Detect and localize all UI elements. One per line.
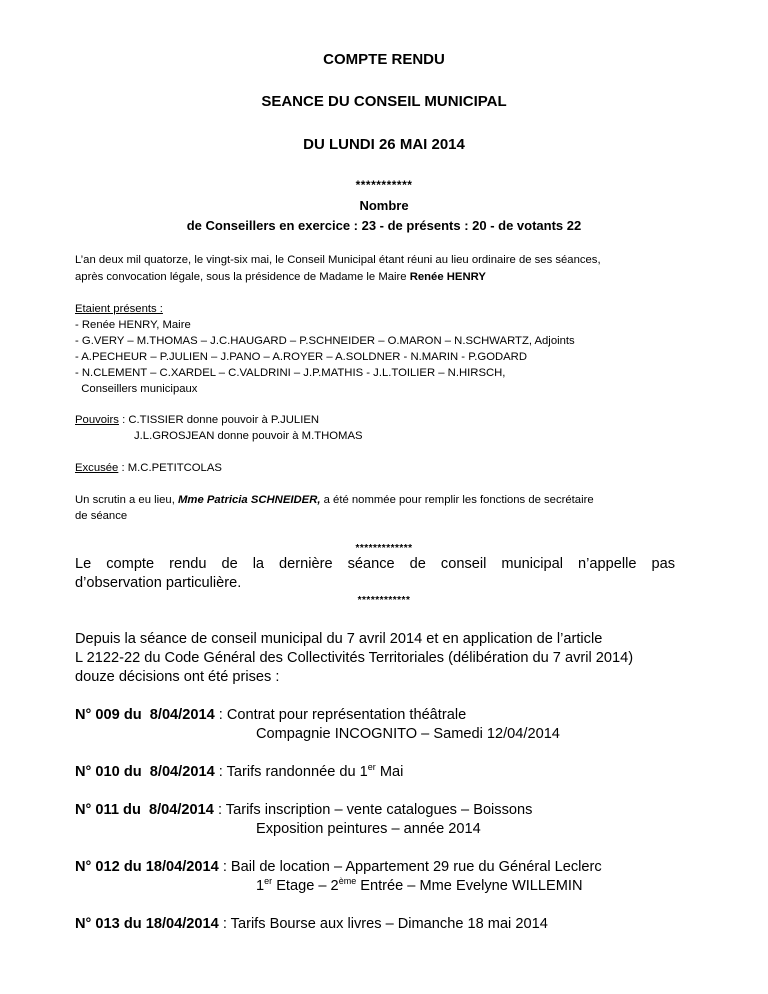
- depuis-line-3: douze décisions ont été prises :: [75, 669, 280, 685]
- depuis-line-2: L 2122-22 du Code Général des Collectivités Territoriales (délibération du 7 avril 2014): [75, 650, 634, 666]
- excusee-text: : M.C.PETITCOLAS: [118, 462, 222, 474]
- pouvoirs-label: Pouvoirs: [75, 414, 119, 426]
- depuis-line-1: Depuis la séance de conseil municipal du 7 avril 2014 et en application de l’article: [75, 631, 603, 647]
- decision-013: [75, 916, 548, 932]
- stars-separator: ***********: [355, 178, 413, 192]
- stars-separator: *************: [355, 543, 413, 554]
- presents-line: Conseillers municipaux: [75, 383, 198, 395]
- etage-sup: er: [264, 876, 273, 886]
- compte-rendu-line-1: Le compte rendu de la dernière séance de conseil municipal n’appelle pas: [75, 556, 675, 572]
- decision-text-after: Mai: [375, 764, 404, 780]
- decision-number: N° 013 du 18/04/2014: [75, 916, 219, 932]
- presents-line: - A.PECHEUR – P.JULIEN – J.PANO – A.ROYER – A.SOLDNER - N.MARIN - P.GODARD: [75, 351, 527, 363]
- secretaire-name: Mme Patricia SCHNEIDER,: [177, 494, 321, 506]
- etage-text: Etage – 2: [272, 878, 339, 894]
- scrutin-line-2: de séance: [75, 510, 128, 522]
- decision-number: N° 010 du 8/04/2014: [75, 764, 215, 780]
- etage-number: 1: [256, 878, 265, 894]
- presents-line: - N.CLEMENT – C.XARDEL – C.VALDRINI – J.P.MATHIS - J.L.TOILIER – N.HIRSCH,: [75, 367, 506, 379]
- decision-text: : Tarifs randonnée du 1: [214, 764, 368, 780]
- decision-number: N° 011 du 8/04/2014: [75, 802, 214, 818]
- decision-012: [75, 859, 602, 875]
- entree-text: Entrée – Mme Evelyne WILLEMIN: [356, 878, 583, 894]
- decision-012-line-2: [256, 878, 583, 894]
- excusee-line: [75, 462, 222, 474]
- compte-rendu-line-2: d’observation particulière.: [75, 575, 242, 591]
- decision-number: N° 012 du 18/04/2014: [75, 859, 219, 875]
- pouvoirs-line-1: [75, 414, 319, 426]
- title-seance: SEANCE DU CONSEIL MUNICIPAL: [261, 93, 507, 110]
- decision-010: [75, 764, 403, 780]
- decision-text: : Tarifs inscription – vente catalogues – Boissons: [213, 802, 533, 818]
- pouvoirs-text: : C.TISSIER donne pouvoir à P.JULIEN: [118, 414, 320, 426]
- nombre-label: Nombre: [359, 198, 409, 213]
- title-compte-rendu: COMPTE RENDU: [323, 51, 445, 68]
- decision-text-sup: er: [367, 762, 376, 772]
- decision-009-line-2: Compagnie INCOGNITO – Samedi 12/04/2014: [256, 726, 560, 742]
- intro-line-2: [75, 271, 486, 283]
- presents-label: Etaient présents :: [75, 303, 163, 315]
- title-date: DU LUNDI 26 MAI 2014: [303, 136, 465, 153]
- decision-number: N° 009 du 8/04/2014: [75, 707, 215, 723]
- stars-separator: ************: [357, 595, 411, 606]
- decision-text: : Contrat pour représentation théâtrale: [214, 707, 467, 723]
- intro-line-1: L’an deux mil quatorze, le vingt-six mai, le Conseil Municipal étant réuni au lieu ordinaire de ses séances,: [75, 254, 601, 266]
- presents-line: - G.VERY – M.THOMAS – J.C.HAUGARD – P.SCHNEIDER – O.MARON – N.SCHWARTZ, Adjoints: [75, 335, 575, 347]
- presents-line: - Renée HENRY, Maire: [75, 319, 191, 331]
- excusee-label: Excusée: [75, 462, 119, 474]
- maire-name: Renée HENRY: [409, 271, 486, 283]
- conseillers-count: de Conseillers en exercice : 23 - de présents : 20 - de votants 22: [186, 218, 582, 233]
- entree-sup: ème: [338, 876, 357, 886]
- pouvoirs-line-2: J.L.GROSJEAN donne pouvoir à M.THOMAS: [134, 430, 363, 442]
- scrutin-text-suffix: a été nommée pour remplir les fonctions de secrétaire: [320, 494, 594, 506]
- decision-text: : Bail de location – Appartement 29 rue du Général Leclerc: [218, 859, 602, 875]
- decision-011-line-2: Exposition peintures – année 2014: [256, 821, 481, 837]
- decision-text: : Tarifs Bourse aux livres – Dimanche 18 mai 2014: [218, 916, 548, 932]
- decision-011: [75, 802, 532, 818]
- decision-009: [75, 707, 466, 723]
- scrutin-text: Un scrutin a eu lieu,: [75, 494, 178, 506]
- scrutin-line-1: [75, 494, 594, 506]
- intro-text: après convocation légale, sous la présidence de Madame le Maire: [75, 271, 410, 283]
